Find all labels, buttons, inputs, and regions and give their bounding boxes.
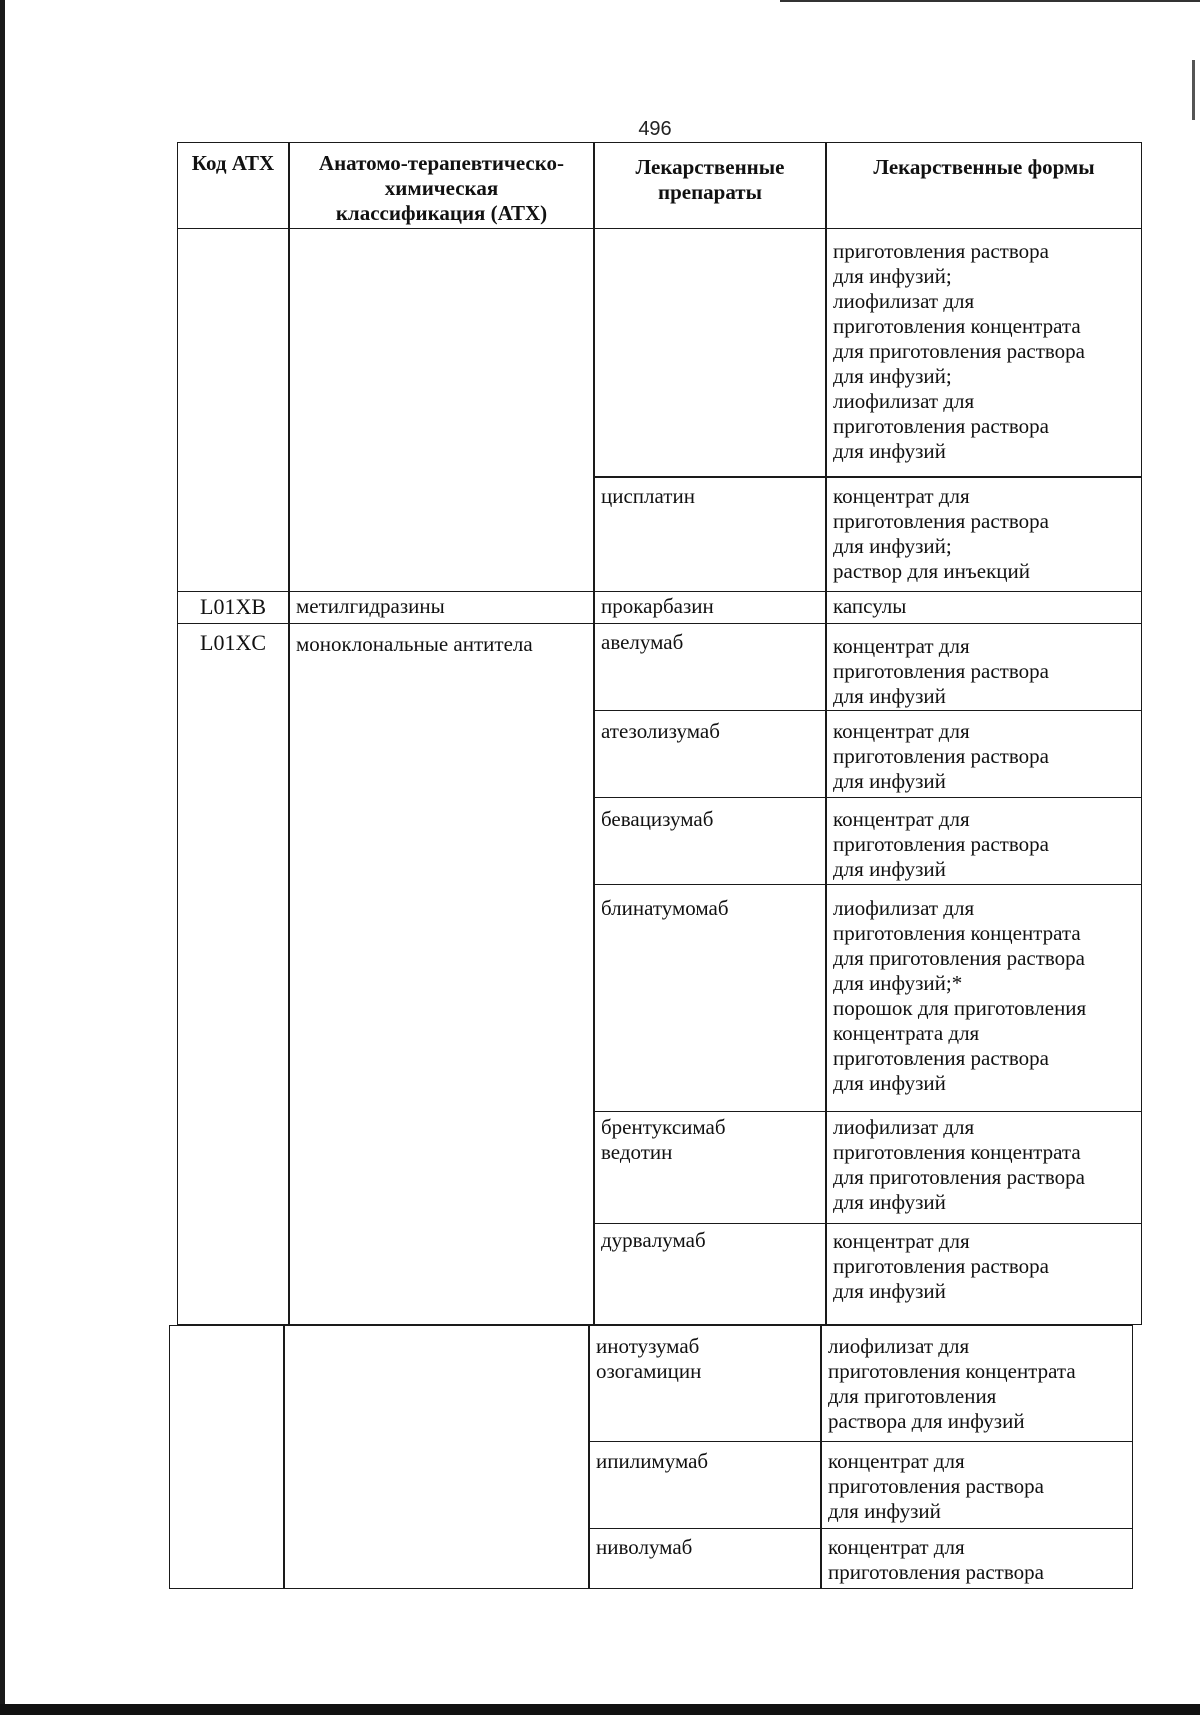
drug-cell: брентуксимаб ведотин	[594, 1111, 826, 1225]
forms-cell: концентрат для приготовления раствора для инфузий	[826, 797, 1142, 886]
drug-cell: прокарбазин	[594, 591, 826, 625]
drug-cell: ипилимумаб	[589, 1441, 821, 1530]
header-drugs: Лекарственные препараты	[594, 142, 826, 230]
code-cell-empty	[177, 228, 289, 593]
atc-code-cell: L01XB	[177, 591, 289, 625]
scan-edge-bottom	[0, 1704, 1200, 1715]
header-forms: Лекарственные формы	[826, 142, 1142, 230]
classification-cell: метилгидразины	[289, 591, 594, 625]
code-cell-empty	[169, 1325, 284, 1589]
page-number: 496	[638, 118, 672, 140]
forms-cell: лиофилизат для приготовления концентрата для приготовления раствора для инфузий	[821, 1325, 1133, 1443]
drug-cell: атезолизумаб	[594, 710, 826, 799]
scan-edge-right	[1192, 60, 1195, 120]
forms-cell: концентрат для приготовления раствора для инфузий	[826, 1223, 1142, 1325]
drug-cell: ниволумаб	[589, 1528, 821, 1589]
forms-cell: капсулы	[826, 591, 1142, 625]
classification-cell-empty	[289, 228, 594, 593]
forms-cell: концентрат для приготовления раствора для инфузий	[826, 710, 1142, 799]
scan-edge-top	[780, 0, 1200, 2]
forms-cell: приготовления раствора для инфузий; лиофилизат для приготовления концентрата для приготовления раствора для инфузий; лиофилизат для приготовления раствора для инфузий	[826, 228, 1142, 477]
forms-cell: концентрат для приготовления раствора для инфузий; раствор для инъекций	[826, 477, 1142, 593]
header-classification: Анатомо-терапевтическо- химическая классификация (АТХ)	[289, 142, 594, 230]
drug-cell: дурвалумаб	[594, 1223, 826, 1325]
forms-cell: концентрат для приготовления раствора для инфузий	[826, 623, 1142, 712]
scan-edge-left	[0, 0, 5, 1715]
classification-cell: моноклональные антитела	[289, 623, 594, 1325]
forms-cell: концентрат для приготовления раствора	[821, 1528, 1133, 1589]
drug-cell: инотузумаб озогамицин	[589, 1325, 821, 1443]
forms-cell: лиофилизат для приготовления концентрата для приготовления раствора для инфузий	[826, 1111, 1142, 1225]
drug-cell-empty	[594, 228, 826, 477]
forms-cell: концентрат для приготовления раствора для инфузий	[821, 1441, 1133, 1530]
forms-cell: лиофилизат для приготовления концентрата для приготовления раствора для инфузий;* порошок для приготовления концентрата для приготовления раствора для инфузий	[826, 884, 1142, 1113]
drug-cell: блинатумомаб	[594, 884, 826, 1113]
classification-cell-empty	[284, 1325, 589, 1589]
drug-cell: бевацизумаб	[594, 797, 826, 886]
header-code: Код АТХ	[177, 142, 289, 230]
drug-cell: авелумаб	[594, 623, 826, 712]
atc-code-cell: L01XC	[177, 623, 289, 1325]
drug-cell: цисплатин	[594, 477, 826, 593]
